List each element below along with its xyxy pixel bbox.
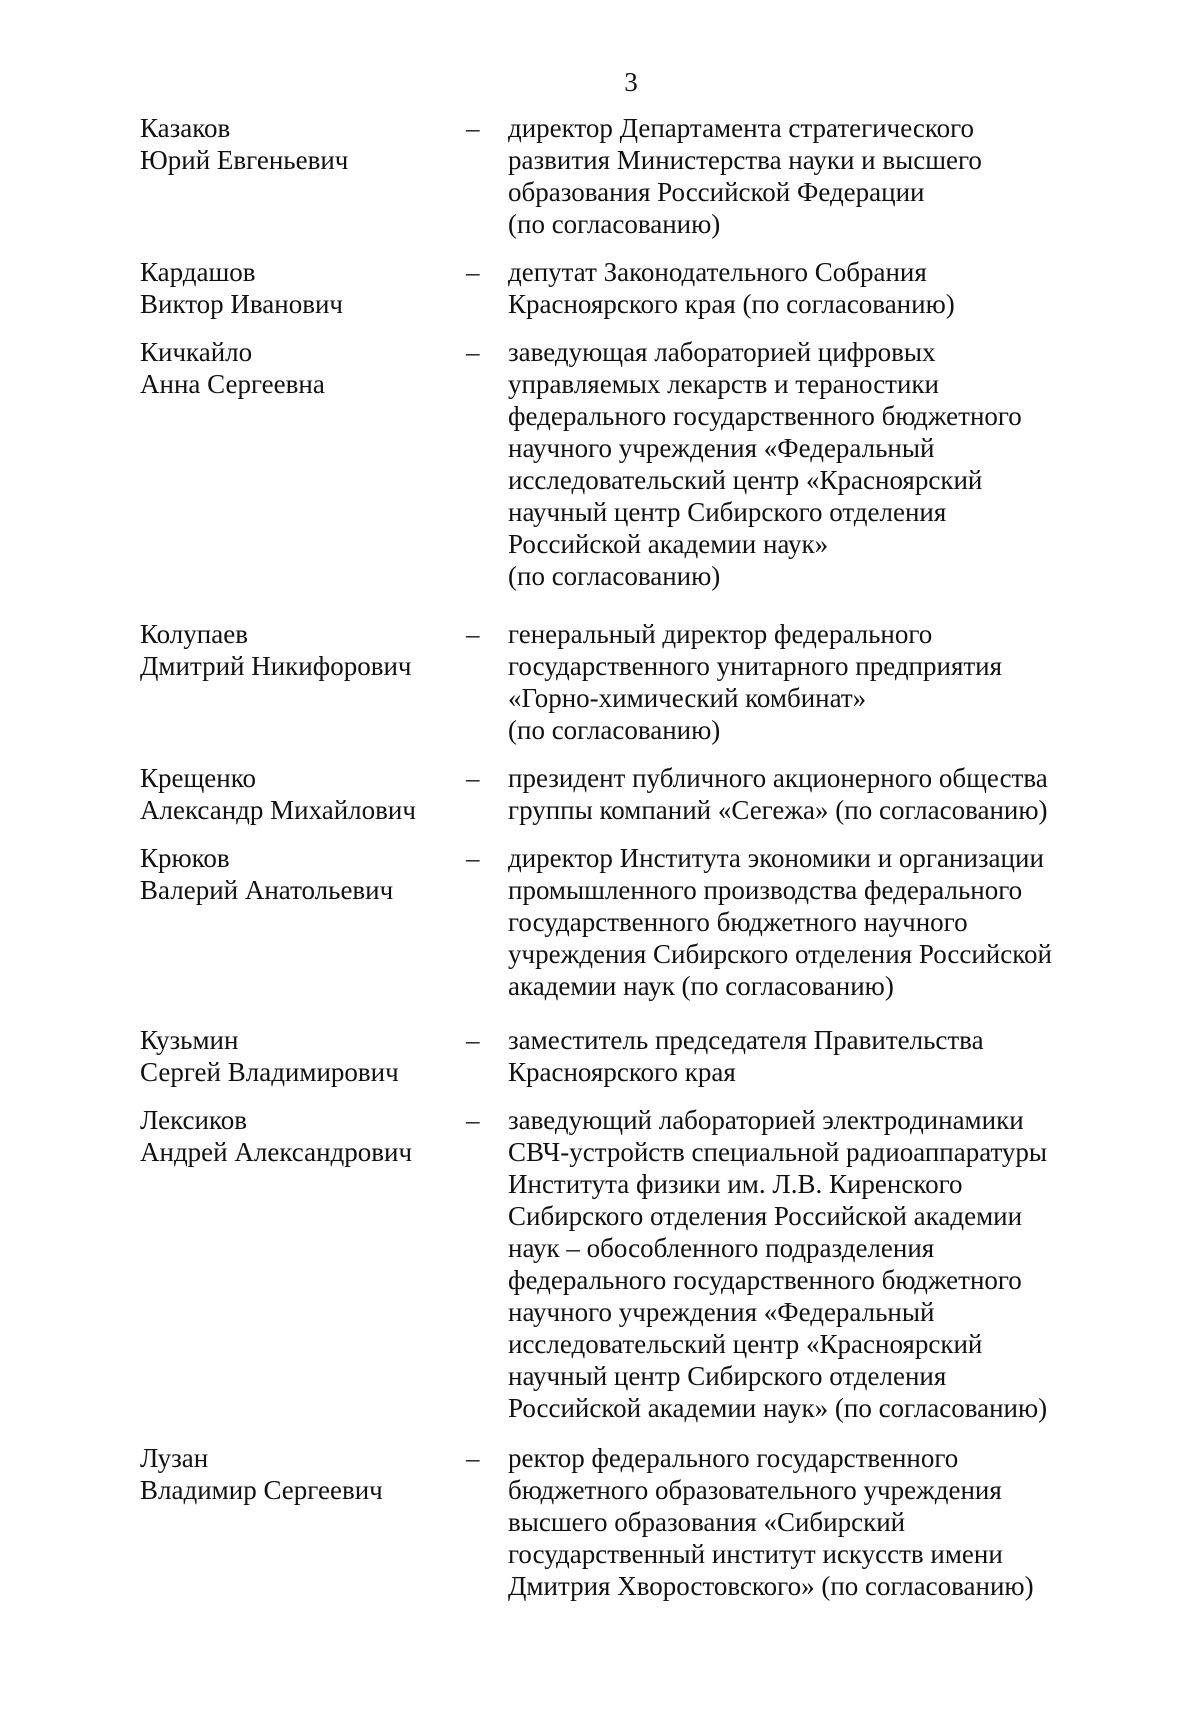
page-number: 3	[624, 67, 638, 97]
member-given-name: Дмитрий Никифорович	[140, 651, 412, 681]
member-surname: Лузан	[140, 1443, 209, 1473]
member-position: ректор федерального государственного бюджетного образовательного учреждения высшего образования «Сибирский государственный институт искусств имени Дмитрия Хворостовского» (по согласованию)	[508, 1443, 1034, 1601]
member-entry	[140, 336, 1100, 592]
member-entry	[140, 1442, 1100, 1602]
member-given-name: Александр Михайлович	[140, 795, 416, 825]
member-position: генеральный директор федерального государственного унитарного предприятия «Горно-химический комбинат» (по согласованию)	[508, 619, 1003, 745]
member-entry	[140, 762, 1100, 826]
separator-dash: –	[466, 843, 480, 873]
member-name	[140, 112, 458, 176]
member-given-name: Сергей Владимирович	[140, 1057, 399, 1087]
member-surname: Кардашов	[140, 257, 256, 287]
member-name	[140, 618, 458, 682]
member-entry	[140, 1104, 1100, 1424]
member-position: заведующий лабораторией электродинамики СВЧ-устройств специальной радиоаппаратуры Института физики им. Л.В. Киренского Сибирского отделения Российской академии наук – обособленного подразделения федерального государственного бюджетного научного учреждения «Федеральный исследовательский центр «Красноярский научный центр Сибирского отделения Российской академии наук» (по согласованию)	[508, 1105, 1048, 1423]
member-surname: Кичкайло	[140, 337, 253, 367]
separator-dash: –	[466, 619, 480, 649]
member-entry	[140, 256, 1100, 320]
member-name	[140, 336, 458, 400]
separator-dash: –	[466, 1105, 480, 1135]
member-name	[140, 256, 458, 320]
member-given-name: Владимир Сергеевич	[140, 1475, 383, 1505]
member-name	[140, 1104, 458, 1168]
member-surname: Кузьмин	[140, 1025, 239, 1055]
member-name	[140, 762, 458, 826]
member-position: заместитель председателя Правительства Красноярского края	[508, 1025, 984, 1087]
member-entry	[140, 1024, 1100, 1088]
separator-dash: –	[466, 1443, 480, 1473]
member-name	[140, 1024, 458, 1088]
member-given-name: Юрий Евгеньевич	[140, 145, 349, 175]
member-entry	[140, 112, 1100, 240]
member-position: заведующая лабораторией цифровых управляемых лекарств и тераностики федерального государственного бюджетного научного учреждения «Федеральный исследовательский центр «Красноярский научный центр Сибирского отделения Российской академии наук» (по согласованию)	[508, 337, 1022, 591]
member-surname: Колупаев	[140, 619, 248, 649]
member-surname: Крещенко	[140, 763, 256, 793]
member-given-name: Анна Сергеевна	[140, 369, 325, 399]
separator-dash: –	[466, 257, 480, 287]
member-surname: Казаков	[140, 113, 231, 143]
separator-dash: –	[466, 113, 480, 143]
separator-dash: –	[466, 1025, 480, 1055]
member-position: депутат Законодательного Собрания Красноярского края (по согласованию)	[508, 257, 955, 319]
member-position: директор Института экономики и организации промышленного производства федерального государственного бюджетного научного учреждения Сибирского отделения Российской академии наук (по согласованию)	[508, 843, 1052, 1001]
separator-dash: –	[466, 763, 480, 793]
member-position: президент публичного акционерного общества группы компаний «Сегежа» (по согласованию)	[508, 763, 1048, 825]
member-entry	[140, 618, 1100, 746]
member-name	[140, 842, 458, 906]
member-position: директор Департамента стратегического развития Министерства науки и высшего образования Российской Федерации (по согласованию)	[508, 113, 982, 239]
member-given-name: Виктор Иванович	[140, 289, 344, 319]
member-entry	[140, 842, 1100, 1002]
member-given-name: Валерий Анатольевич	[140, 875, 394, 905]
member-given-name: Андрей Александрович	[140, 1137, 413, 1167]
member-list	[140, 112, 1100, 1602]
member-name	[140, 1442, 458, 1506]
member-surname: Лексиков	[140, 1105, 247, 1135]
member-surname: Крюков	[140, 843, 230, 873]
separator-dash: –	[466, 337, 480, 367]
